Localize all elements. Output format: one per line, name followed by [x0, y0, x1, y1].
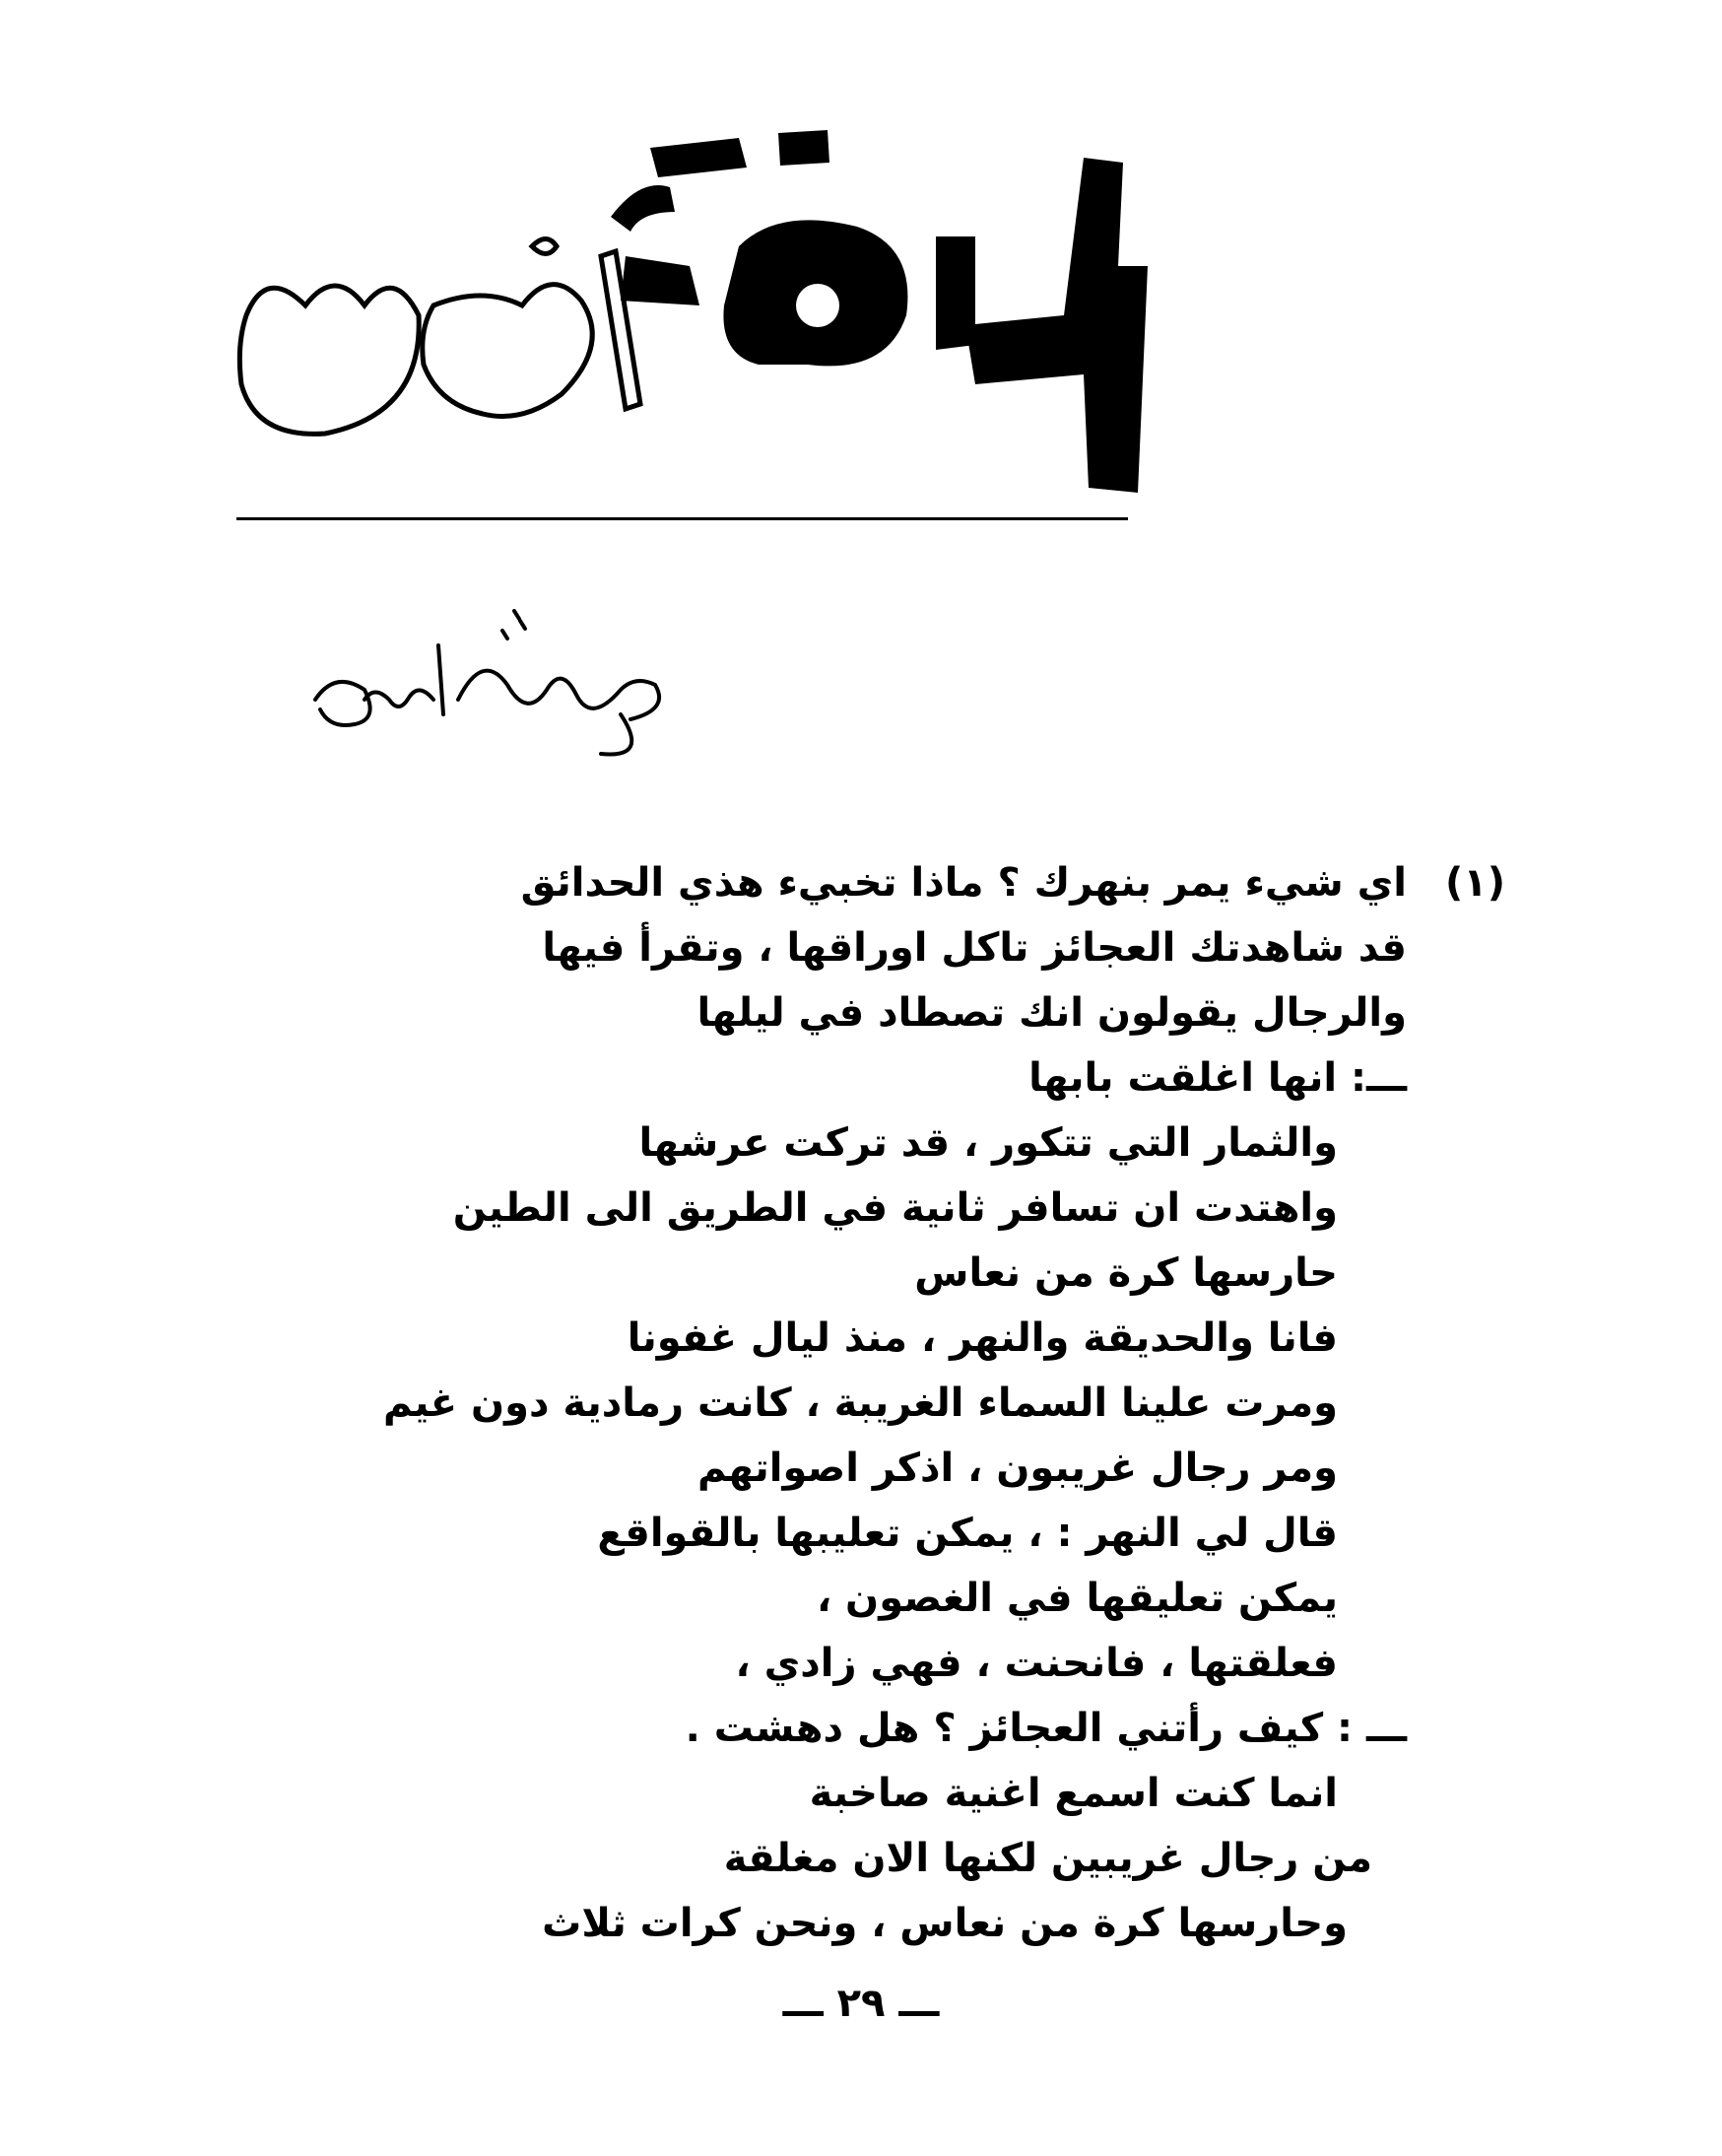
- poem-line: قد شاهدتك العجائز تاكل اوراقها ، وتقرأ فيها: [542, 925, 1407, 971]
- poem-line: ومرت علينا السماء الغريبة ، كانت رمادية دون غيم: [383, 1381, 1338, 1426]
- poem-line: حارسها كرة من نعاس: [914, 1250, 1338, 1296]
- stanza-number: (١): [1445, 860, 1505, 906]
- page-number: ـــ ٢٩ ـــ: [782, 1981, 940, 2026]
- poem-line: قال لي النهر : ، يمكن تعليبها بالقواقع: [597, 1511, 1338, 1556]
- poem-line: واهتدت ان تسافر ثانية في الطريق الى الطين: [452, 1185, 1338, 1231]
- poem-line: اي شيء يمر بنهرك ؟ ماذا تخبيء هذي الحدائق: [520, 860, 1407, 906]
- poem-line: فعلقتها ، فانحنت ، فهي زادي ،: [735, 1641, 1338, 1686]
- poem-line: فانا والحديقة والنهر ، منذ ليال غفونا: [627, 1315, 1338, 1361]
- poem-line: والرجال يقولون انك تصطاد في ليلها: [696, 990, 1407, 1036]
- poem-line: ـــ : كيف رأتني العجائز ؟ هل دهشت .: [685, 1706, 1407, 1751]
- poem-line: انما كنت اسمع اغنية صاخبة: [809, 1771, 1338, 1816]
- poem-line: ومر رجال غريبون ، اذكر اصواتهم: [696, 1446, 1338, 1491]
- poem-line: والثمار التي تتكور ، قد تركت عرشها: [638, 1120, 1338, 1166]
- poem-line: ـــ: انها اغلقت بابها: [1028, 1055, 1407, 1101]
- poem-line: وحارسها كرة من نعاس ، ونحن كرات ثلاث: [542, 1901, 1348, 1946]
- poem-line: يمكن تعليقها في الغصون ،: [816, 1576, 1338, 1621]
- poem-line: من رجال غريبين لكنها الان مغلقة: [723, 1836, 1372, 1881]
